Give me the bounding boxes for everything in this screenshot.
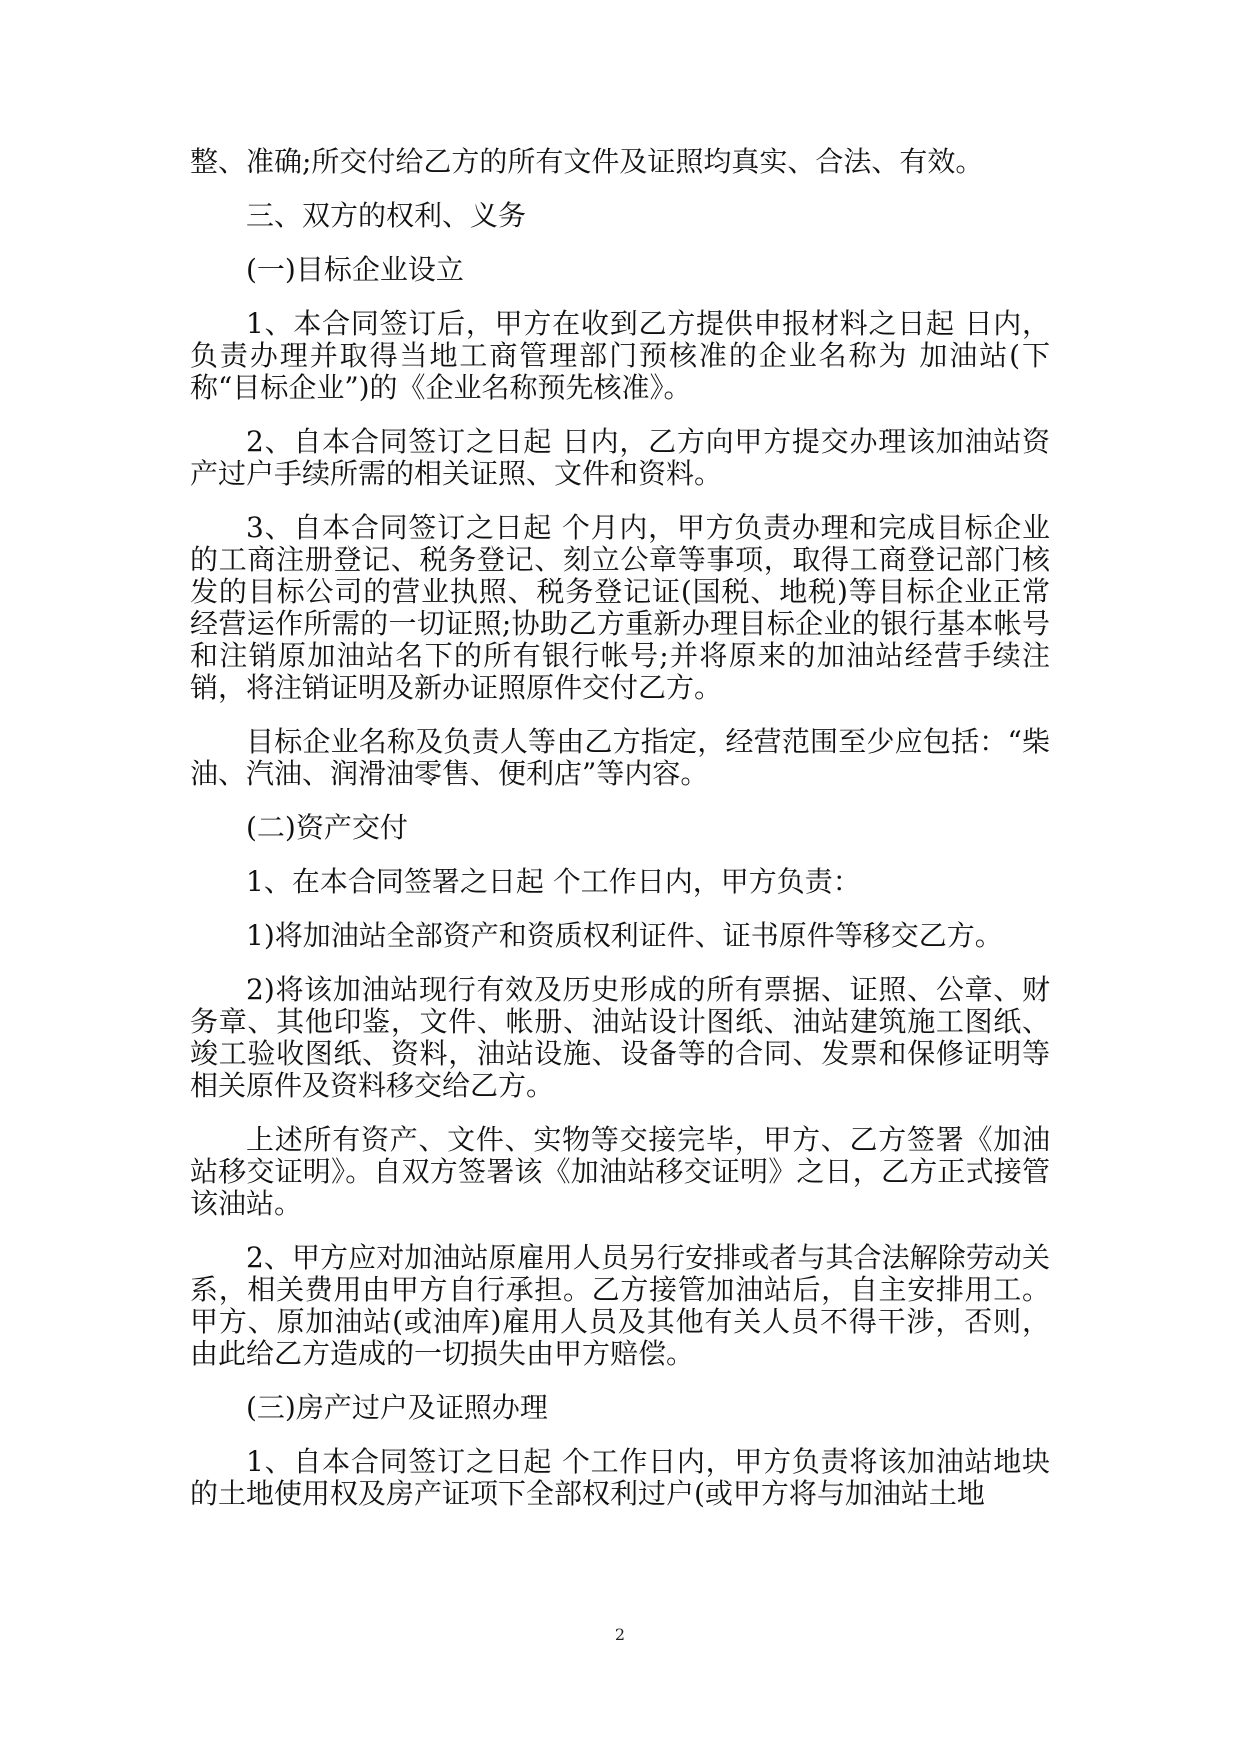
clause-3-registration: 3、自本合同签订之日起 个月内，甲方负责办理和完成目标企业的工商注册登记、税务登记、刻立公章等事项，取得工商登记部门核发的目标公司的营业执照、税务登记证(国税、地税)等目标企业正常经营运作所需的一切证照;协助乙方重新办理目标企业的银行基本帐号和注销原加油站名下的所有银行帐号;并将原来的加油站经营手续注销，将注销证明及新办证照原件交付乙方。 bbox=[190, 511, 1050, 704]
paragraph-handover-certificate: 上述所有资产、文件、实物等交接完毕，甲方、乙方签署《加油站移交证明》。自双方签署该《加油站移交证明》之日，乙方正式接管该油站。 bbox=[190, 1123, 1050, 1220]
paragraph-continuation: 整、准确;所交付给乙方的所有文件及证照均真实、合法、有效。 bbox=[190, 145, 984, 178]
subsection-heading-target-enterprise: (一)目标企业设立 bbox=[246, 253, 464, 286]
page-number: 2 bbox=[614, 1625, 626, 1644]
item-2-transfer-records: 2)将该加油站现行有效及历史形成的所有票据、证照、公章、财务章、其他印鉴，文件、帐册、油站设计图纸、油站建筑施工图纸、竣工验收图纸、资料，油站设施、设备等的合同、发票和保修证明等相关原件及资料移交给乙方。 bbox=[190, 973, 1050, 1102]
subsection-heading-property-transfer: (三)房产过户及证照办理 bbox=[246, 1391, 548, 1424]
clause-2-personnel: 2、甲方应对加油站原雇用人员另行安排或者与其合法解除劳动关系，相关费用由甲方自行承担。乙方接管加油站后，自主安排用工。甲方、原加油站(或油库)雇用人员及其他有关人员不得干涉，否则，由此给乙方造成的一切损失由甲方赔偿。 bbox=[190, 1241, 1050, 1370]
clause-2-submit-documents: 2、自本合同签订之日起 日内，乙方向甲方提交办理该加油站资产过户手续所需的相关证照、文件和资料。 bbox=[190, 425, 1050, 490]
subsection-heading-asset-delivery: (二)资产交付 bbox=[246, 811, 408, 844]
clause-1-delivery: 1、在本合同签署之日起 个工作日内，甲方负责： bbox=[246, 865, 861, 898]
document-body bbox=[190, 146, 1050, 1532]
clause-1-land-transfer: 1、自本合同签订之日起 个工作日内，甲方负责将该加油站地块的土地使用权及房产证项下全部权利过户(或甲方将与加油站土地 bbox=[190, 1445, 1050, 1510]
item-1-transfer-assets: 1)将加油站全部资产和资质权利证件、证书原件等移交乙方。 bbox=[246, 919, 1003, 952]
section-heading-rights-obligations: 三、双方的权利、义务 bbox=[246, 199, 527, 232]
clause-1-name-approval: 1、本合同签订后，甲方在收到乙方提供申报材料之日起 日内，负责办理并取得当地工商管理部门预核准的企业名称为 加油站(下称“目标企业”)的《企业名称预先核准》。 bbox=[190, 307, 1050, 404]
paragraph-business-scope: 目标企业名称及负责人等由乙方指定，经营范围至少应包括：“柴油、汽油、润滑油零售、便利店”等内容。 bbox=[190, 725, 1050, 790]
